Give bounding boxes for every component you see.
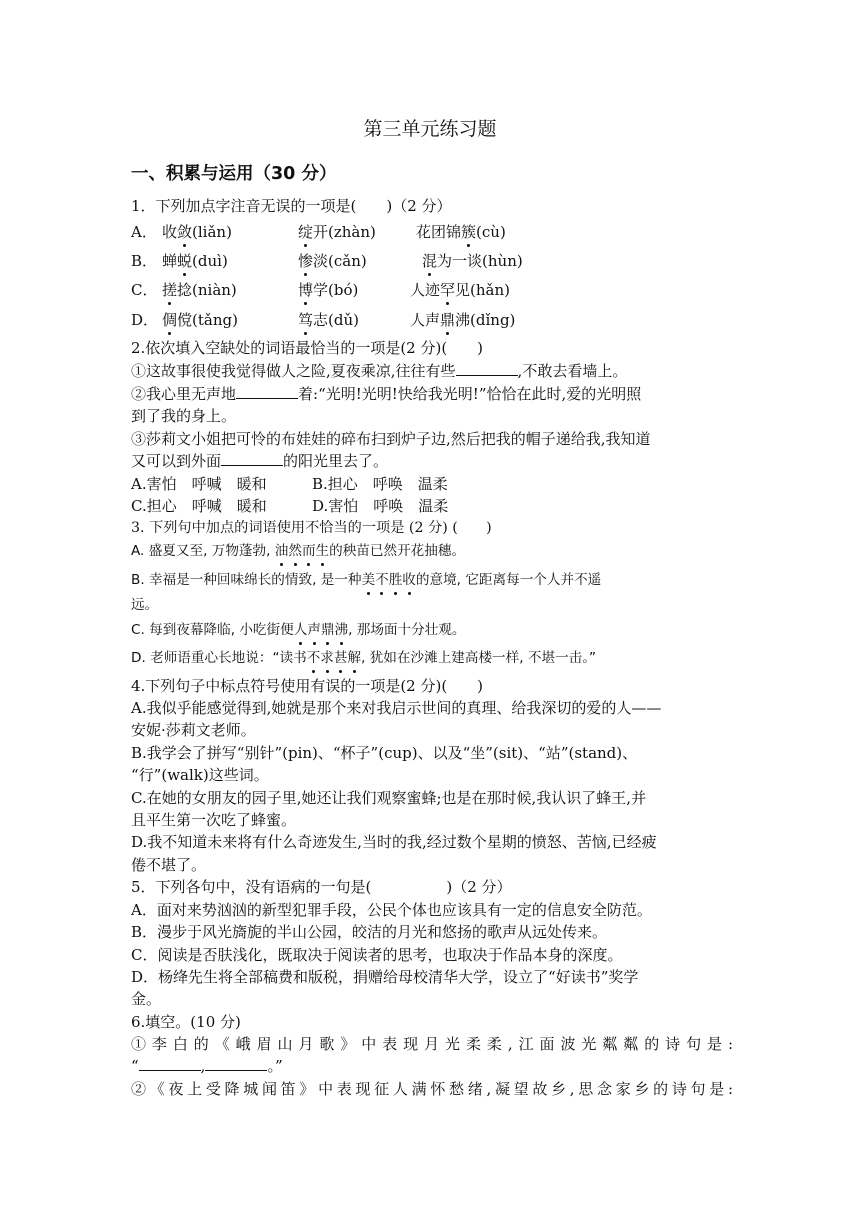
- q1-option-d: [131, 310, 515, 330]
- option-label: B．: [131, 252, 158, 270]
- dotted-char: 敛: [177, 223, 193, 241]
- dotted-char: 而: [301, 543, 316, 559]
- option-col: [162, 251, 298, 271]
- page-title: 第三单元练习题: [363, 118, 497, 140]
- dotted-char: 惨: [298, 252, 314, 270]
- dotted-char: 倜: [162, 311, 178, 329]
- option-b: B.担心 呼唤 温柔: [312, 475, 448, 493]
- text: 。”: [267, 1057, 283, 1075]
- option-col: [298, 310, 410, 330]
- q5-stem: 5．下列各句中，没有语病的一句是( )（2 分）: [131, 878, 512, 896]
- option-col: [298, 222, 416, 242]
- q3-option-b-cont: 远。: [131, 597, 159, 613]
- text: , 那场面十分壮观。: [348, 622, 466, 638]
- text: 沸(dǐng): [455, 311, 516, 329]
- text: (liǎn): [192, 223, 232, 241]
- option-col: [410, 280, 510, 300]
- text: A. 盛夏又至, 万物蓬勃,: [131, 543, 275, 559]
- option-col: [162, 280, 298, 300]
- dotted-char: 混: [422, 252, 438, 270]
- text: 花团锦: [416, 223, 462, 241]
- q5-option-d-cont: 金。: [131, 990, 162, 1008]
- dotted-char: 甚: [333, 650, 348, 666]
- option-col: [298, 251, 416, 271]
- dotted-char: 声: [307, 622, 321, 638]
- fill-blank: [205, 1056, 267, 1071]
- dotted-char: 然: [288, 543, 302, 559]
- q1-stem: 1．下列加点字注音无误的一项是( )（2 分）: [131, 197, 452, 215]
- text: 见(hǎn): [455, 281, 510, 299]
- q5-option-d: D．杨绛先生将全部稿费和版税，捐赠给母校清华大学，设立了“好读书”奖学: [131, 968, 639, 986]
- q4-option-a-cont: 安妮·莎莉文老师。: [131, 721, 256, 739]
- dotted-char: 鼎: [440, 311, 456, 329]
- q5-option-b: B．漫步于风光旖旎的半山公园，皎洁的月光和悠扬的歌声从远处传来。: [131, 923, 608, 941]
- dotted-char: 博: [298, 281, 314, 299]
- dotted-char: 求: [320, 650, 334, 666]
- text: 为一谈(hùn): [437, 252, 523, 270]
- option-c: C.担心 呼喊 暖和: [131, 497, 267, 515]
- option-a: A.害怕 呼喊 暖和: [131, 475, 267, 493]
- q6-stem: 6.填空。(10 分): [131, 1013, 241, 1031]
- text: 志(dǔ): [313, 311, 359, 329]
- q3-option-c: [131, 620, 466, 640]
- q6-line-1: ①李白的《峨眉山月歌》中表现月光柔柔,江面波光粼粼的诗句是:: [131, 1035, 733, 1053]
- dotted-char: 胜: [388, 572, 403, 588]
- text: 又可以到外面: [131, 452, 222, 470]
- q4-option-d: D.我不知道未来将有什么奇迹发生,当时的我,经过数个星期的愤怒、苦恼,已经疲: [131, 833, 657, 851]
- q2-stem: 2.依次填入空缺处的词语最恰当的一项是(2 分)( ): [131, 339, 484, 357]
- option-d: D.害怕 呼唤 温柔: [312, 497, 449, 515]
- option-col: [422, 251, 523, 271]
- text: , 犹如在沙滩上建高楼一样, 不堪一击。”: [361, 650, 597, 666]
- text: B. 幸福是一种回味绵长的情致, 是一种: [131, 572, 362, 588]
- text: 开(zhàn): [313, 223, 376, 241]
- text: 的意境, 它距离每一个人并不遥: [415, 572, 602, 588]
- dotted-char: 鼎: [320, 622, 335, 638]
- q4-stem: 4.下列句子中标点符号使用有误的一项是(2 分)( ): [131, 677, 484, 695]
- dotted-char: 罕: [440, 281, 456, 299]
- dotted-char: 解: [347, 650, 362, 666]
- q1-option-a: [131, 222, 506, 242]
- dotted-char: 笃: [298, 311, 314, 329]
- text: ,不敢去看墙上。: [517, 362, 628, 380]
- section-heading: 一、积累与运用（30 分）: [131, 164, 337, 184]
- text: D. 老师语重心长地说：“读书: [131, 650, 307, 666]
- q4-option-c: C.在她的女朋友的园子里,她还让我们观察蜜蜂;也是在那时候,我认识了蜂王,并: [131, 789, 647, 807]
- dotted-char: 不: [306, 650, 321, 666]
- text: C. 每到夜幕降临, 小吃街便: [131, 622, 294, 638]
- option-label: D．: [131, 311, 159, 329]
- q4-option-a: A.我似乎能感觉得到,她就是那个来对我启示世间的真理、给我深切的爱的人——: [131, 699, 662, 717]
- text: (cù): [476, 223, 506, 241]
- q2-options-ab: [131, 474, 448, 494]
- dotted-char: 绽: [298, 223, 314, 241]
- dotted-char: 人: [293, 622, 308, 638]
- q3-stem: 3. 下列句中加点的词语使用不恰当的一项是 (2 分) ( ): [131, 520, 492, 536]
- q4-option-c-cont: 且平生第一次吃了蜂蜜。: [131, 811, 297, 829]
- q3-option-d: [131, 648, 596, 668]
- q4-option-d-cont: 倦不堪了。: [131, 856, 207, 874]
- q3-option-a: [131, 541, 465, 561]
- q2-sentence-3: ③莎莉文小姐把可怜的布娃娃的碎布扫到炉子边,然后把我的帽子递给我,我知道: [131, 430, 651, 448]
- option-col: [416, 222, 506, 242]
- q2-sentence-3-cont: [131, 451, 388, 471]
- text: “: [131, 1057, 139, 1075]
- fill-blank: [236, 384, 298, 399]
- text: ,: [200, 1057, 206, 1075]
- dotted-char: 沸: [334, 622, 349, 638]
- dotted-char: 搓: [162, 281, 178, 299]
- text: (duì): [192, 252, 228, 270]
- option-col: [162, 310, 298, 330]
- q6-line-3: ②《夜上受降城闻笛》中表现征人满怀愁绪,凝望故乡,思念家乡的诗句是:: [131, 1080, 733, 1098]
- q2-sentence-1: [131, 361, 627, 381]
- text: 捻(niàn): [177, 281, 237, 299]
- text: 人声: [410, 311, 441, 329]
- q5-option-a: A．面对来势汹汹的新型犯罪手段，公民个体也应该具有一定的信息安全防范。: [131, 901, 652, 919]
- text: 蝉: [162, 252, 178, 270]
- dotted-char: 油: [274, 543, 289, 559]
- q6-line-2: [131, 1056, 283, 1076]
- text: 学(bó): [313, 281, 359, 299]
- q2-sentence-2-cont: 到了我的身上。: [131, 407, 237, 425]
- option-col: [298, 280, 410, 300]
- option-label: C．: [131, 281, 158, 299]
- fill-blank: [221, 451, 283, 466]
- q3-option-b: [131, 570, 601, 590]
- text: 的阳光里去了。: [283, 452, 389, 470]
- q2-sentence-2: [131, 384, 641, 404]
- dotted-phrase: [362, 572, 416, 588]
- text: 人迹: [410, 281, 441, 299]
- q1-option-c: [131, 280, 510, 300]
- fill-blank: [139, 1056, 201, 1071]
- q4-option-b-cont: “行”(walk)这些词。: [131, 766, 269, 784]
- dotted-char: 蜕: [177, 252, 193, 270]
- q2-options-cd: [131, 496, 448, 516]
- text: ①这故事很使我觉得做人之险,夏夜乘凉,往往有些: [131, 362, 456, 380]
- dotted-phrase: [294, 622, 348, 638]
- q4-option-b: B.我学会了拼写“别针”(pin)、“杯子”(cup)、以及“坐”(sit)、“站”(stand)、: [131, 744, 638, 762]
- option-col: [410, 310, 515, 330]
- text: ②我心里无声地: [131, 385, 237, 403]
- dotted-phrase: [307, 650, 361, 666]
- option-col: [162, 222, 298, 242]
- text: 淡(cǎn): [313, 252, 367, 270]
- text: 着:“光明!光明!快给我光明!”恰恰在此时,爱的光明照: [298, 385, 642, 403]
- text: 收: [162, 223, 178, 241]
- dotted-char: 簇: [461, 223, 477, 241]
- q1-option-b: [131, 251, 523, 271]
- dotted-char: 收: [402, 572, 416, 588]
- dotted-phrase: [275, 543, 329, 559]
- fill-blank: [456, 361, 518, 376]
- dotted-char: 美: [361, 572, 376, 588]
- q5-option-c: C．阅读是否肤浅化，既取决于阅读者的思考，也取决于作品本身的深度。: [131, 946, 623, 964]
- dotted-char: 不: [375, 572, 389, 588]
- text: 的秧苗已然开花抽穗。: [329, 543, 466, 559]
- dotted-char: 生: [315, 543, 330, 559]
- text: 傥(tǎng): [177, 311, 238, 329]
- option-label: A．: [131, 223, 157, 241]
